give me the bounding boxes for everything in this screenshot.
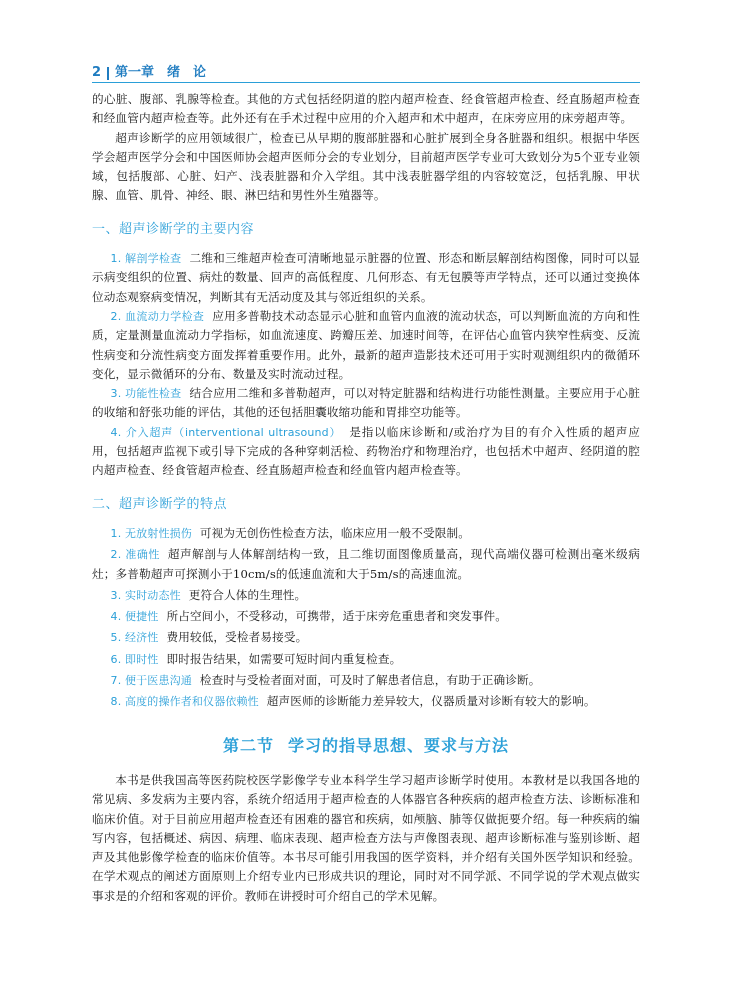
list-item — [92, 650, 640, 669]
chapter-title: 第一章 绪 论 — [115, 65, 207, 80]
item-lead: 4. 便捷性 — [110, 610, 159, 624]
list-item — [92, 384, 640, 423]
item-text: 费用较低，受检者易接受。 — [166, 630, 308, 645]
item-text: 二维和三维超声检查可清晰地显示脏器的位置、形态和断层解剖结构图像，同时可以显示病变组织的位置、病灶的数量、回声的高低程度、几何形态、有无包膜等声学特点，还可以通过变换体位动态观察病变情况，判断其有无活动度及其与邻近组织的关系。 — [92, 251, 640, 304]
item-lead: 3. 实时动态性 — [110, 588, 181, 602]
paragraph: 本书是供我国高等医药院校医学影像学专业本科学生学习超声诊断学时使用。本教材是以我国各地的常见病、多发病为主要内容，系统介绍适用于超声检查的人体器官各种疾病的超声检查方法、诊断标准和临床价值。对于目前应用超声检查还有困难的器官和疾病，如颅脑、肺等仅做扼要介绍。每一种疾病的编写内容，包括概述、病因、病理、临床表现、超声检查方法与声像图表现、超声诊断标准与鉴别诊断、超声及其他影像学检查的临床价值等。本书尽可能引用我国的医学资料，并介绍有关国外医学知识和经验。在学术观点的阐述方面原则上介绍专业内已形成共识的理论，同时对不同学派、不同学说的学术观点做实事求是的介绍和客观的评价。教师在讲授时可介绍自己的学术见解。 — [92, 772, 640, 903]
item-lead: 1. 解剖学检查 — [110, 252, 182, 266]
list-item — [92, 307, 640, 384]
item-text: 所占空间小，不受移动，可携带，适于床旁危重患者和突发事件。 — [166, 609, 508, 624]
section-title-text: 学习的指导思想、要求与方法 — [288, 735, 510, 755]
running-head — [92, 60, 640, 83]
body-text — [92, 90, 640, 906]
item-lead: 8. 高度的操作者和仪器依赖性 — [110, 695, 259, 709]
list-item — [92, 671, 640, 690]
list-item — [92, 586, 640, 605]
page-number: 2 — [92, 65, 102, 80]
section-title — [92, 736, 640, 755]
item-lead: 2. 血流动力学检查 — [110, 309, 205, 323]
item-text: 超声医师的诊断能力差异较大，仪器质量对诊断有较大的影响。 — [266, 694, 596, 709]
item-lead: 4. 介入超声（interventional ultrasound） — [110, 425, 342, 439]
paragraph: 的心脏、腹部、乳腺等检查。其他的方式包括经阴道的腔内超声检查、经食管超声检查、经直肠超声检查和经血管内超声检查等。此外还有在手术过程中应用的介入超声和术中超声，在床旁应用的床旁超声等。 — [92, 92, 640, 126]
list-item — [92, 423, 640, 481]
item-text: 应用多普勒技术动态显示心脏和血管内血液的流动状态，可以判断血流的方向和性质，定量测量血流动力学指标，如血流速度、跨瓣压差、加速时间等，在评估心血管内狭窄性病变、反流性病变和分流性病变方面发挥着重要作用。此外，最新的超声造影技术还可用于实时观测组织内的微循环变化，显示微循环的分布、数量及实时流动过程。 — [92, 308, 640, 381]
list-item — [92, 607, 640, 626]
list-item — [92, 628, 640, 647]
section-number: 第二节 — [222, 735, 274, 755]
list-item — [92, 545, 640, 584]
section-heading-content: 一、超声诊断学的主要内容 — [92, 221, 255, 237]
section-heading-features: 二、超声诊断学的特点 — [92, 496, 228, 512]
header-divider — [107, 67, 109, 80]
item-lead: 3. 功能性检查 — [110, 387, 182, 401]
list-item — [92, 249, 640, 307]
item-text: 即时报告结果，如需要可短时间内重复检查。 — [166, 651, 402, 666]
item-text: 结合应用二维和多普勒超声，可以对特定脏器和结构进行功能性测量。主要应用于心脏的收缩和舒张功能的评估，其他的还包括胆囊收缩功能和胃排空功能等。 — [92, 386, 640, 420]
item-text: 可视为无创伤性检查方法，临床应用一般不受限制。 — [199, 525, 470, 540]
item-lead: 1. 无放射性损伤 — [110, 526, 192, 540]
list-item — [92, 692, 640, 711]
item-text: 检查时与受检者面对面，可及时了解患者信息，有助于正确诊断。 — [199, 673, 541, 688]
item-lead: 7. 便于医患沟通 — [110, 674, 192, 688]
item-text: 是指以临床诊断和/或治疗为目的有介入性质的超声应用，包括超声监视下或引导下完成的各种穿刺活检、药物治疗和物理治疗，也包括术中超声、经阴道的腔内超声检查、经食管超声检查、经直肠超声检查和经血管内超声检查等。 — [92, 424, 641, 478]
item-lead: 5. 经济性 — [110, 631, 159, 645]
item-text: 超声解剖与人体解剖结构一致，且二维切面图像质量高，现代高端仪器可检测出毫米级病灶；多普勒超声可探测小于10cm/s的低速血流和大于5m/s的高速血流。 — [92, 547, 640, 581]
item-lead: 2. 准确性 — [110, 548, 160, 562]
paragraph: 超声诊断学的应用领域很广，检查已从早期的腹部脏器和心脏扩展到全身各脏器和组织。根据中华医学会超声医学分会和中国医师协会超声医师分会的专业划分，目前超声医学专业可大致划分为5个亚专业领域，包括腹部、心脏、妇产、浅表脏器和介入学组。其中浅表脏器学组的内容较宽泛，包括乳腺、甲状腺、血管、肌骨、神经、眼、淋巴结和男性外生殖器等。 — [92, 130, 640, 203]
item-lead: 6. 即时性 — [110, 652, 159, 666]
list-item — [92, 524, 640, 543]
item-text: 更符合人体的生理性。 — [188, 587, 307, 602]
